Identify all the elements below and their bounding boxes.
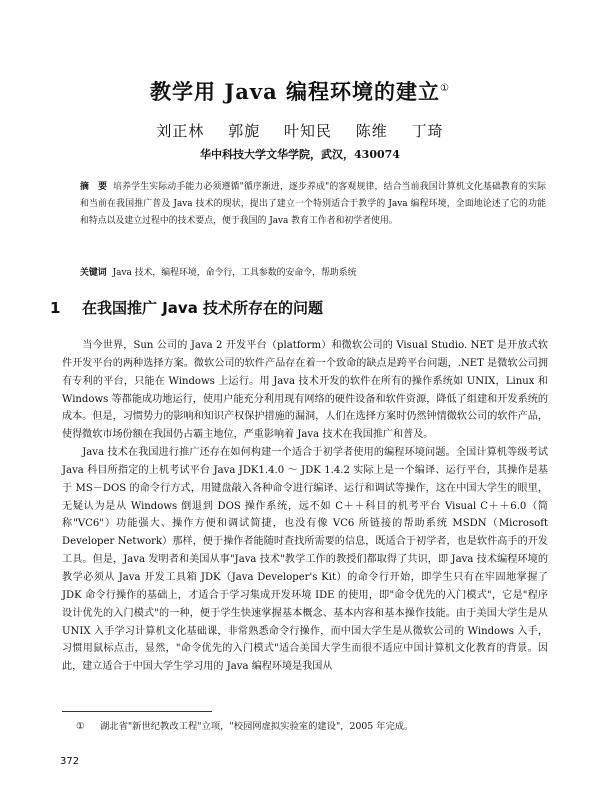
abstract-label: 摘 要	[80, 182, 108, 192]
author-name: 刘正林	[156, 122, 205, 140]
title-footnote-mark: ①	[440, 83, 450, 94]
author-name: 郭旎	[228, 122, 261, 140]
author-name: 叶知民	[283, 122, 332, 140]
author-list	[0, 120, 600, 141]
footnote-divider	[62, 711, 212, 712]
paper-title	[0, 76, 600, 106]
abstract-text: 培养学生实际动手能力必须遵循"循序渐进，逐步养成"的客观规律，结合当前我国计算机文化基础教育的实际和当前在我国推广普及 Java 技术的现状，提出了建立一个特别适合于教学的 Java 编程环境，全面地论述了它的功能和特点以及建立过程中的技术要点，便于我国的 Java 教育工作者和初学者使用。	[80, 182, 546, 226]
footnote-text: 湖北省"新世纪教改工程"立项，"校园网虚拟实验室的建设"，2005 年完成。	[100, 721, 414, 732]
abstract	[80, 179, 546, 230]
footnote-mark: ①	[76, 721, 85, 732]
author-name: 丁琦	[411, 122, 444, 140]
affiliation: 华中科技大学文华学院，武汉，430074	[200, 148, 400, 161]
footnote	[76, 720, 546, 733]
paragraph: 当今世界，Sun 公司的 Java 2 开发平台（platform）和微软公司的 Visual Studio. NET 是开放式软件开发平台的两种选择方案。微软公司的软件产品存在着一个致命的缺点是跨平台问题，.NET 是微软公司拥有专利的平台，只能在 Windows 上运行。用 Java 技术开发的软件在所有的操作系统如 UNIX，Linux 和 Windows 等都能成功地运行，使用户能充分利用现有网络的硬件设备和软件资源，降低了组建和开发系统的成本。但是，习惯势力的影响和知识产权保护措施的漏洞，人们在选择方案时仍然钟情微软公司的软件产品，使得微软市场份额在我国仍占霸主地位，严重影响着 Java 技术在我国推广和普及。	[62, 340, 548, 441]
keywords	[80, 266, 546, 280]
body-text	[62, 337, 548, 676]
keywords-label: 关键词	[80, 268, 107, 278]
page-number: 372	[60, 756, 80, 767]
keywords-text: Java 技术，编程环境，命令行，工具参数的安命令，帮助系统	[112, 268, 357, 278]
section-number: 1	[50, 299, 61, 317]
title-text: 教学用 Java 编程环境的建立	[150, 79, 440, 104]
paragraph: Java 技术在我国进行推广还存在如何构建一个适合于初学者使用的编程环境问题。全国计算机等级考试 Java 科目所指定的上机考试平台 Java JDK1.4.0 ～ JDK 1.4.2 实际上是一个编译、运行平台，其操作是基于 MS－DOS 的命令行方式，用键盘敲入各种命令进行编译、运行和调试等操作，这在中国大学生的眼里，无疑认为是从 Windows 倒退到 DOS 操作系统，远不如 C＋＋科目的机考平台 Visual C＋＋6.0（简称"VC6"）功能强大、操作方便和调试简捷，也没有像 VC6 所链接的帮助系统 MSDN（Microsoft Developer Network）那样，便于操作者能随时查找所需要的信息，既适合于初学者，也是软件高手的开发工具。但是，Java 发明者和美国从事"Java 技术"教学工作的教授们都取得了共识，即 Java 技术编程环境的教学必须从 Java 开发工具箱 JDK（Java Developer's Kit）的命令行开始，即学生只有在牢固地掌握了 JDK 命令行操作的基础上，才适合于学习集成开发环境 IDE 的使用，即"命令优先的入门模式"，它是"程序设计优先的入门模式"的一种，便于学生快速掌握基本概念、基本内容和基本操作技能。由于美国大学生是从 UNIX 入手学习计算机文化基础课，非常熟悉命令行操作，而中国大学生是从微软公司的 Windows 入手，习惯用鼠标点击，显然，"命令优先的入门模式"适合美国大学生而很不适应中国计算机文化教育的背景。因此，建立适合于中国大学生学习用的 Java 编程环境是我国从	[62, 447, 548, 673]
section-title: 在我国推广 Java 技术所存在的问题	[82, 299, 324, 317]
section-heading	[50, 297, 550, 318]
author-name: 陈维	[355, 122, 388, 140]
